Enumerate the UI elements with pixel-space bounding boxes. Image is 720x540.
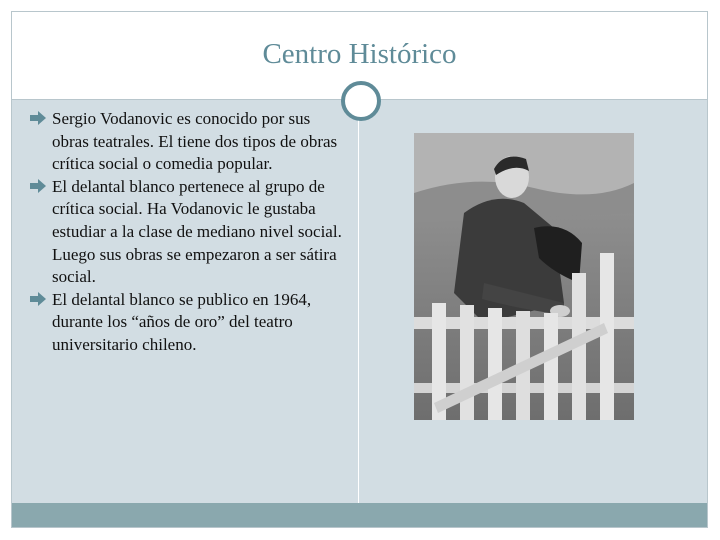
bullet-text: Sergio Vodanovic es conocido por sus obras teatrales. El tiene dos tipos de obras crítica social o comedia popular. [52,109,338,174]
arrow-bullet-icon [30,111,46,125]
portrait-illustration [414,133,634,420]
bullet-item [30,176,350,289]
slide-title: Centro Histórico [262,38,457,70]
bullet-item [30,289,350,357]
arrow-bullet-icon [30,179,46,193]
bullet-list [30,108,350,357]
bullet-text: El delantal blanco pertenece al grupo de crítica social. Ha Vodanovic le gustaba estudiar a la clase de mediano nivel social. Luego sus obras se empezaron a ser sátira social. [52,176,342,287]
column-divider [358,100,359,503]
portrait-photo [414,133,634,420]
bullet-item [30,108,350,176]
bottom-bar [12,503,707,527]
arrow-bullet-icon [30,292,46,306]
bullet-text: El delantal blanco se publico en 1964, durante los “años de oro” del teatro universitario chileno. [52,289,312,354]
